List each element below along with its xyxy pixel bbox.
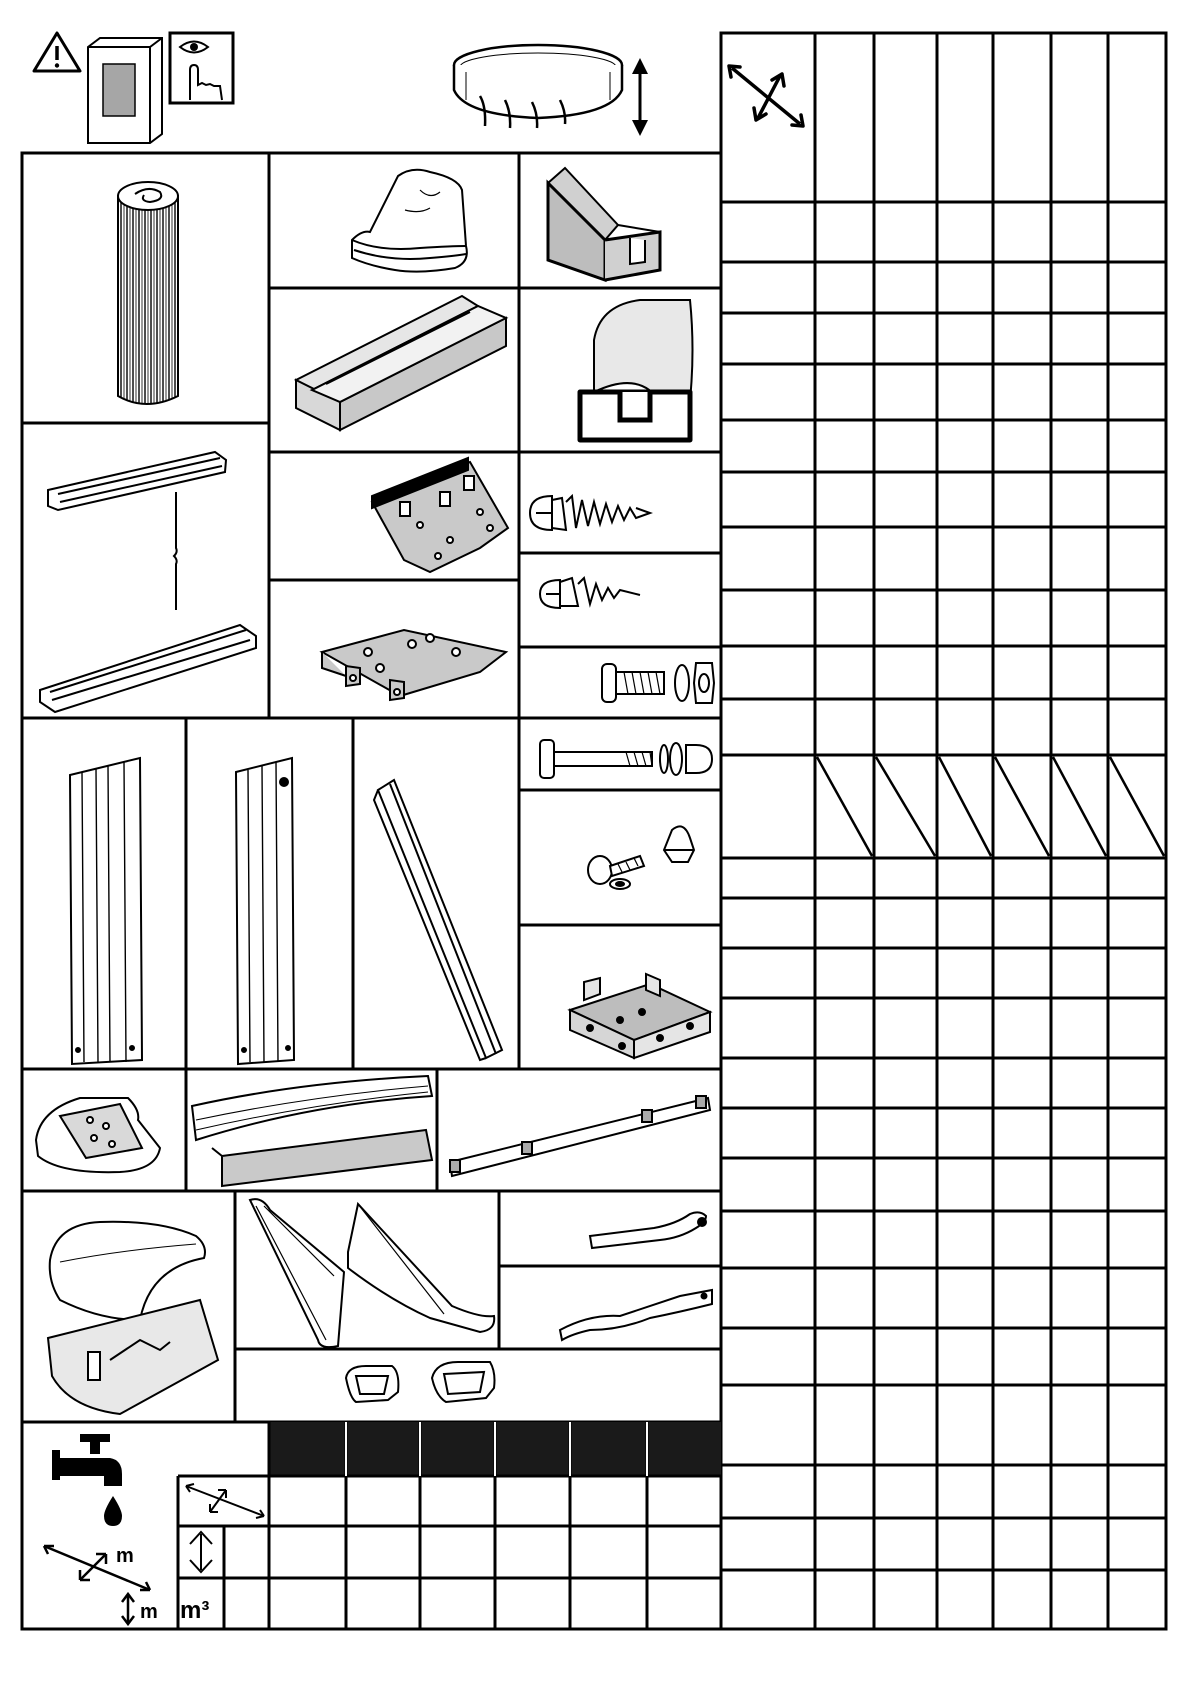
end-caps-icon [346, 1362, 495, 1402]
vertical-arrow-icon [190, 1532, 212, 1572]
top-rail-pair-icon [40, 452, 256, 712]
dims-length-unit: m [116, 1545, 134, 1567]
top-clip-icon [580, 300, 693, 440]
vertical-arrow-icon [632, 58, 648, 136]
folded-felt-icon [352, 170, 467, 272]
bracket-plate-icon [372, 458, 508, 572]
pool-dimensions-icon [44, 1546, 150, 1624]
water-volume-table [44, 1422, 721, 1629]
corner-cap-icon [570, 974, 710, 1058]
bottom-rail-icon [296, 296, 506, 430]
read-manual-icon [88, 33, 233, 143]
liner-roll-icon [118, 182, 178, 404]
long-bolt-icon [540, 740, 712, 778]
post-cap-assembly-icon [48, 1222, 218, 1414]
buttress-icon [250, 1199, 494, 1347]
volume-unit-label: m³ [180, 1597, 210, 1624]
steel-strap-wavy-icon [560, 1290, 712, 1340]
steel-strap-icon [590, 1212, 706, 1248]
bolt-washer-nut-icon [602, 663, 714, 703]
short-screw-icon [540, 578, 640, 608]
vertical-post-icon [70, 758, 142, 1064]
vertical-post-with-clip-icon [236, 758, 294, 1064]
liner-clip-profile-icon [548, 168, 660, 280]
coping-profile-icon [192, 1076, 432, 1186]
diagonal-strut-icon [374, 780, 502, 1060]
dims-height-unit: m [140, 1601, 158, 1623]
oval-pool-icon [454, 45, 622, 128]
bolt-cap-set-icon [588, 826, 694, 889]
water-tap-icon [52, 1434, 122, 1526]
diagonal-dimension-icon [186, 1484, 264, 1518]
long-screw-icon [530, 496, 650, 530]
tie-bar-icon [450, 1096, 710, 1176]
warning-triangle-icon [34, 33, 80, 71]
diagonal-dimension-icon [729, 66, 803, 126]
bottom-plate-icon [322, 630, 506, 700]
base-shoe-icon [36, 1098, 160, 1172]
quantity-grid [721, 33, 1166, 1629]
